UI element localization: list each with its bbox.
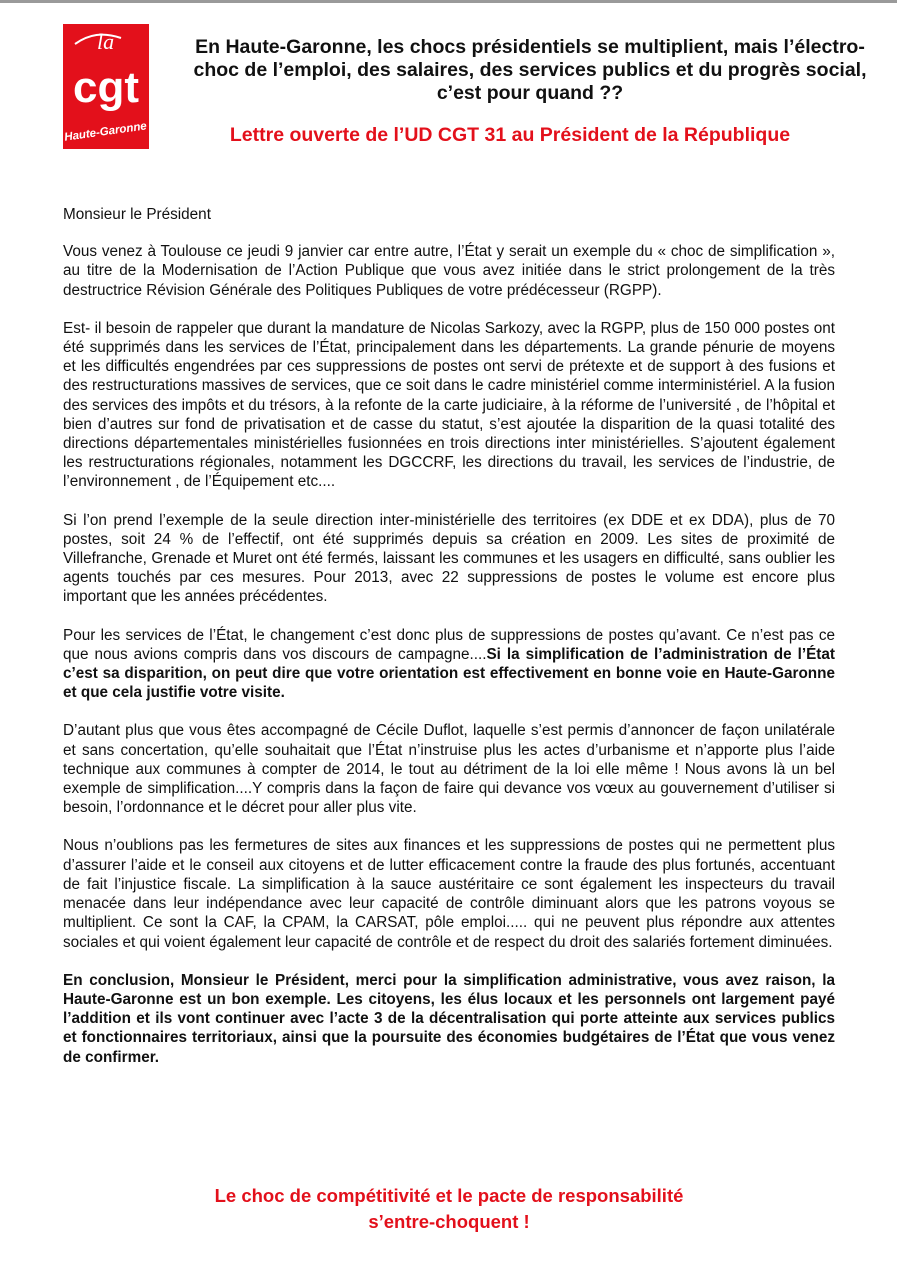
footer-slogan-line-1: Le choc de compétitivité et le pacte de responsabilité (214, 1185, 684, 1206)
letter-body (63, 205, 835, 1086)
logo-text-main: cgt (73, 63, 139, 112)
logo-text-top: la (97, 29, 115, 54)
paragraph-1: Vous venez à Toulouse ce jeudi 9 janvier car entre autre, l’État y serait un exemple du « choc de simplification », au titre de la Modernisation de l’Action Publique que vous avez initiée dans le strict prolongement de la très destructrice Révision Générale des Politiques Publiques de votre prédécesseur (RGPP). (63, 243, 835, 299)
page-title: En Haute-Garonne, les chocs présidentiels se multiplient, mais l’électro-choc de l’emploi, des salaires, des services publics et du progrès social, c’est pour quand ?? (193, 36, 867, 104)
paragraph-5: D’autant plus que vous êtes accompagné de Cécile Duflot, laquelle s’est permis d’annoncer de façon unilatérale et sans concertation, qu’elle souhaitait que l’État n’instruise plus les actes d’urbanisme et n’apporte plus l’aide technique aux communes à compter de 2014, le tout au détriment de la loi elle même ! Nous avons là un bel exemple de simplification....Y compris dans la façon de faire qui devance vos vœux au gouvernement d’utiliser si besoin, l’ordonnance et le décret pour aller plus vite. (63, 722, 835, 817)
logo-text-bottom: Haute-Garonne (63, 120, 148, 144)
footer-slogan-line-2: s’entre-choquent ! (368, 1211, 530, 1232)
page-subtitle: Lettre ouverte de l’UD CGT 31 au Président de la République (229, 124, 791, 146)
paragraph-4-text: Pour les services de l’État, le changement c’est donc plus de suppressions de postes qu’avant. Ce n’est pas ce que nous avions compris dans vos discours de campagne.... (63, 626, 835, 663)
paragraph-2: Est- il besoin de rappeler que durant la mandature de Nicolas Sarkozy, avec la RGPP, plus de 150 000 postes ont été supprimés dans les services de l’État, principalement dans les départements. La grande pénurie de moyens et les difficultés engendrées par ces suppressions de postes ont servi de prétexte et de support à des fusions et des restructurations massives de services, que ce soit dans le cadre ministériel comme interministériel. A la fusion des services des impôts et du trésors, à la refonte de la carte judiciaire, à la réforme de l’université , de l’hôpital et bien d’autres sur fond de privatisation et de casse du statut, s’est ajoutée la disparition de la quasi totalité des directions départementales ministérielles fusionnées en trois directions inter ministérielles. S’ajoutent également les restructurations régionales, notamment les DGCCRF, les directions du travail, les services de l’industrie, de l’environnement , de l’Équipement etc.... (63, 319, 835, 491)
paragraph-4-emphasis: Si la simplification de l’administration de l’État c’est sa disparition, on peut dire que votre orientation est effectivement en bonne voie en Haute-Garonne et que cela justifie votre visite. (63, 645, 836, 702)
paragraph-6: Nous n’oublions pas les fermetures de sites aux finances et les suppressions de postes qui ne permettent plus d’assurer l’aide et le conseil aux citoyens et de lutter efficacement contre la fraude des plus fortunés, accentuant de fait l’injustice fiscale. La simplification à la sauce austéritaire ce sont également les inspecteurs du travail menacée dans leur indépendance avec leur capacité de contrôle diminuant alors que les patrons voyous se multiplient. Ce sont la CAF, la CPAM, la CARSAT, pôle emploi..... qui ne peuvent plus répondre aux attentes sociales et qui voient également leur capacité de contrôle et de respect du droit des salariés fortement diminuées. (63, 837, 835, 951)
paragraph-4 (63, 626, 835, 703)
footer-slogan (63, 1183, 835, 1235)
cgt-logo-mark (63, 24, 149, 149)
letter-greeting: Monsieur le Président (63, 206, 211, 223)
cgt-logo (63, 24, 149, 149)
conclusion-paragraph: En conclusion, Monsieur le Président, merci pour la simplification administrative, vous avez raison, la Haute-Garonne est un bon exemple. Les citoyens, les élus locaux et les personnels ont largement payé l’addition et ils vont continuer avec l’acte 3 de la décentralisation qui porte atteinte aux services publics et fonctionnaires territoriaux, ainsi que la poursuite des économies budgétaires de l’État que vous venez de confirmer. (63, 971, 835, 1066)
top-rule (0, 0, 897, 3)
paragraph-3: Si l’on prend l’exemple de la seule direction inter-ministérielle des territoires (ex DDE et ex DDA), plus de 70 postes, soit 24 % de l’effectif, ont été supprimés depuis sa création en 2009. Les sites de proximité de Villefranche, Grenade et Muret ont été fermés, laissant les communes et les usagers en difficulté, sans oublier les agents touchés par ces mesures. Pour 2013, avec 22 suppressions de postes le volume est encore plus important que les années précédentes. (63, 511, 835, 606)
